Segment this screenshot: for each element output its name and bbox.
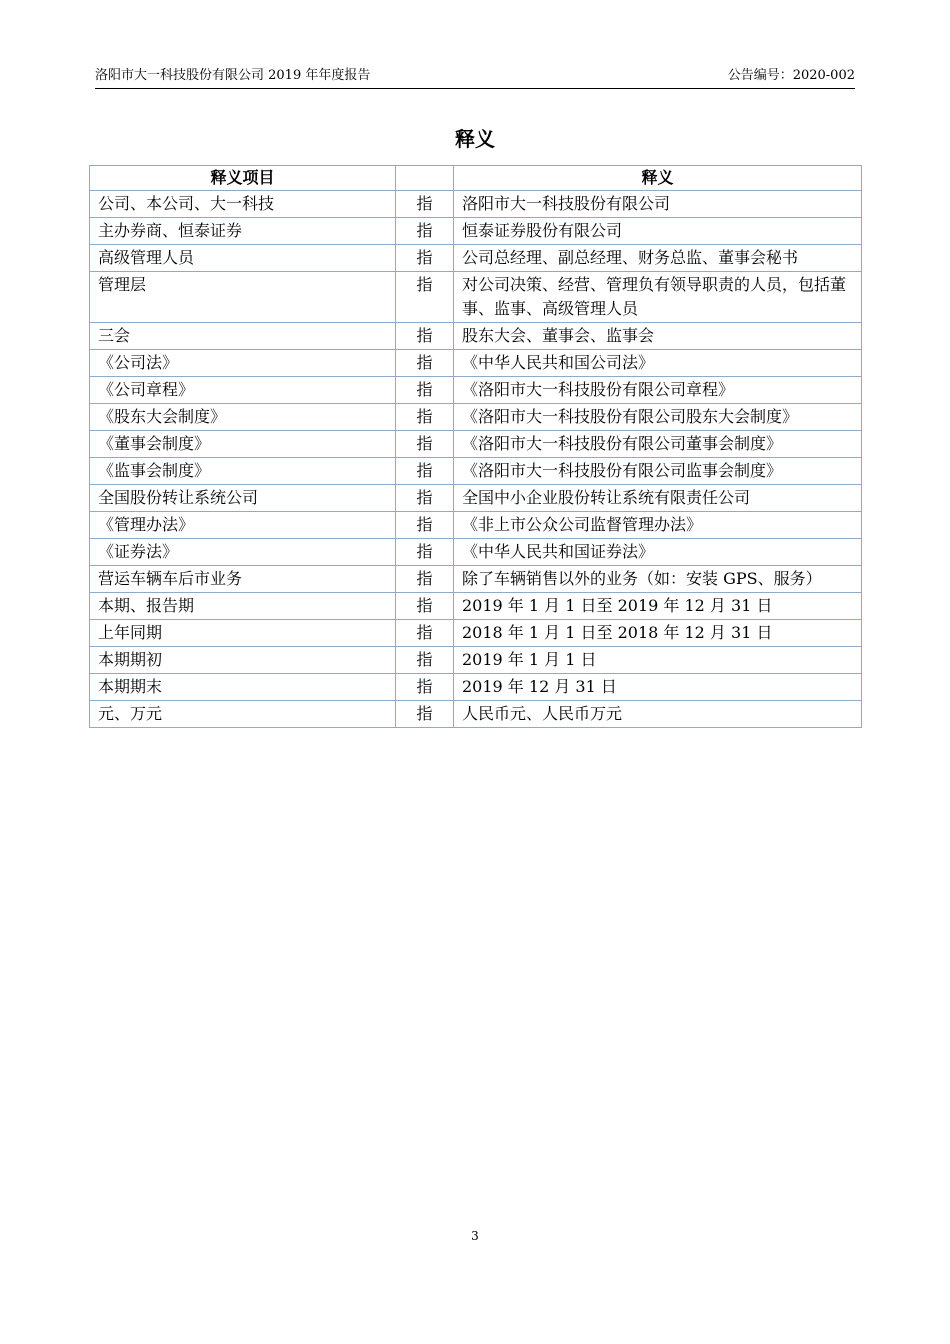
ref-cell: 指 <box>396 350 454 377</box>
ref-cell: 指 <box>396 377 454 404</box>
meaning-cell: 除了车辆销售以外的业务（如：安装 GPS、服务） <box>454 566 862 593</box>
meaning-cell: 2018 年 1 月 1 日至 2018 年 12 月 31 日 <box>454 620 862 647</box>
header-report-title: 洛阳市大一科技股份有限公司 2019 年年度报告 <box>95 68 371 83</box>
table-row <box>90 323 862 350</box>
term-cell: 《管理办法》 <box>90 512 396 539</box>
term-cell: 本期期末 <box>90 674 396 701</box>
ref-cell: 指 <box>396 512 454 539</box>
definitions-table <box>89 165 862 728</box>
term-cell: 管理层 <box>90 272 396 323</box>
ref-cell: 指 <box>396 647 454 674</box>
table-row <box>90 458 862 485</box>
page-number: 3 <box>471 1229 479 1243</box>
term-cell: 公司、本公司、大一科技 <box>90 191 396 218</box>
meaning-cell: 2019 年 12 月 31 日 <box>454 674 862 701</box>
table-row <box>90 512 862 539</box>
term-cell: 营运车辆车后市业务 <box>90 566 396 593</box>
ref-cell: 指 <box>396 431 454 458</box>
term-cell: 主办券商、恒泰证券 <box>90 218 396 245</box>
meaning-cell: 洛阳市大一科技股份有限公司 <box>454 191 862 218</box>
term-cell: 三会 <box>90 323 396 350</box>
ref-cell: 指 <box>396 245 454 272</box>
table-row <box>90 191 862 218</box>
ref-cell: 指 <box>396 485 454 512</box>
table-row <box>90 539 862 566</box>
term-cell: 《监事会制度》 <box>90 458 396 485</box>
table-row <box>90 647 862 674</box>
ref-cell: 指 <box>396 218 454 245</box>
term-cell: 《公司章程》 <box>90 377 396 404</box>
header-meaning: 释义 <box>454 166 862 191</box>
meaning-cell: 2019 年 1 月 1 日 <box>454 647 862 674</box>
meaning-cell: 《洛阳市大一科技股份有限公司监事会制度》 <box>454 458 862 485</box>
ref-cell: 指 <box>396 323 454 350</box>
table-row <box>90 245 862 272</box>
meaning-cell: 《洛阳市大一科技股份有限公司股东大会制度》 <box>454 404 862 431</box>
meaning-cell: 2019 年 1 月 1 日至 2019 年 12 月 31 日 <box>454 593 862 620</box>
ref-cell: 指 <box>396 191 454 218</box>
term-cell: 《董事会制度》 <box>90 431 396 458</box>
table-row <box>90 674 862 701</box>
meaning-cell: 对公司决策、经营、管理负有领导职责的人员，包括董事、监事、高级管理人员 <box>454 272 862 323</box>
ref-cell: 指 <box>396 674 454 701</box>
term-cell: 《公司法》 <box>90 350 396 377</box>
page-header <box>95 66 855 89</box>
ref-cell: 指 <box>396 620 454 647</box>
meaning-cell: 《中华人民共和国证券法》 <box>454 539 862 566</box>
term-cell: 高级管理人员 <box>90 245 396 272</box>
meaning-cell: 公司总经理、副总经理、财务总监、董事会秘书 <box>454 245 862 272</box>
ref-cell: 指 <box>396 458 454 485</box>
header-ref <box>396 166 454 191</box>
term-cell: 全国股份转让系统公司 <box>90 485 396 512</box>
term-cell: 本期期初 <box>90 647 396 674</box>
table-row <box>90 404 862 431</box>
ref-cell: 指 <box>396 566 454 593</box>
header-announcement-number: 公告编号：2020-002 <box>727 68 855 83</box>
page-title: 释义 <box>455 127 495 151</box>
ref-cell: 指 <box>396 404 454 431</box>
term-cell: 《股东大会制度》 <box>90 404 396 431</box>
term-cell: 本期、报告期 <box>90 593 396 620</box>
table-row <box>90 485 862 512</box>
table-row <box>90 377 862 404</box>
table-row <box>90 431 862 458</box>
ref-cell: 指 <box>396 539 454 566</box>
ref-cell: 指 <box>396 272 454 323</box>
table-header-row <box>90 166 862 191</box>
ref-cell: 指 <box>396 701 454 728</box>
meaning-cell: 《洛阳市大一科技股份有限公司董事会制度》 <box>454 431 862 458</box>
table-row <box>90 218 862 245</box>
table-row <box>90 566 862 593</box>
meaning-cell: 人民币元、人民币万元 <box>454 701 862 728</box>
term-cell: 《证券法》 <box>90 539 396 566</box>
meaning-cell: 股东大会、董事会、监事会 <box>454 323 862 350</box>
table-row <box>90 350 862 377</box>
term-cell: 上年同期 <box>90 620 396 647</box>
term-cell: 元、万元 <box>90 701 396 728</box>
ref-cell: 指 <box>396 593 454 620</box>
table-row <box>90 593 862 620</box>
table-row <box>90 272 862 323</box>
meaning-cell: 《非上市公众公司监督管理办法》 <box>454 512 862 539</box>
header-term: 释义项目 <box>90 166 396 191</box>
meaning-cell: 全国中小企业股份转让系统有限责任公司 <box>454 485 862 512</box>
table-row <box>90 620 862 647</box>
table-row <box>90 701 862 728</box>
meaning-cell: 恒泰证券股份有限公司 <box>454 218 862 245</box>
meaning-cell: 《洛阳市大一科技股份有限公司章程》 <box>454 377 862 404</box>
meaning-cell: 《中华人民共和国公司法》 <box>454 350 862 377</box>
